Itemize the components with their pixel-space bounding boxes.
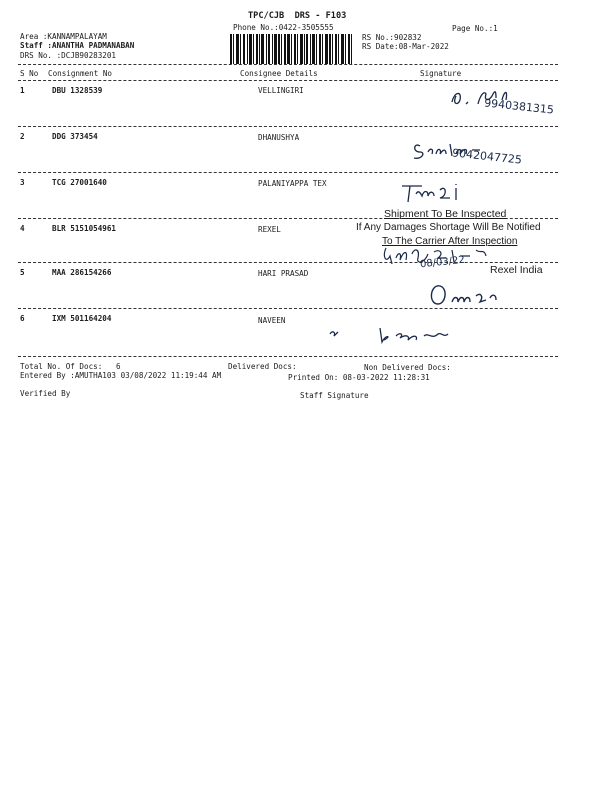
row-4-consignment: BLR 5151054961 xyxy=(52,224,117,233)
col-consignment: Consignment No xyxy=(48,69,113,78)
row-2-sno: 2 xyxy=(20,132,25,141)
staff-field: Staff :ANANTHA PADMANABAN xyxy=(20,41,135,50)
rs-date: RS Date:08-Mar-2022 xyxy=(362,42,449,51)
rs-number: RS No.:902832 xyxy=(362,33,422,42)
row-3-consignee: PALANIYAPPA TEX xyxy=(258,179,327,188)
row-6-sno: 6 xyxy=(20,314,25,323)
delivered-docs: Delivered Docs: xyxy=(228,362,297,371)
document-title: TPC/CJB DRS - F103 xyxy=(248,11,347,21)
header-rule-top xyxy=(18,64,558,65)
total-docs: Total No. Of Docs: 6 xyxy=(20,362,121,371)
row-2-consignment: DDG 373454 xyxy=(52,132,98,141)
page-number: Page No.:1 xyxy=(452,24,498,33)
row-5-rule xyxy=(18,308,558,309)
row-1-consignee: VELLINGIRI xyxy=(258,86,304,95)
row-2-rule xyxy=(18,172,558,173)
entered-by: Entered By :AMUTHA103 03/08/2022 11:19:44 AM xyxy=(20,371,222,380)
stamp-line-1: Shipment To Be Inspected xyxy=(384,208,507,220)
row-3-sno: 3 xyxy=(20,178,25,187)
stamp-company: Rexel India xyxy=(490,264,543,276)
row-1-consignment: DBU 1328539 xyxy=(52,86,103,95)
table-end-rule xyxy=(18,356,558,357)
col-signature: Signature xyxy=(420,69,462,78)
row-4-sno: 4 xyxy=(20,224,25,233)
row-3-signature xyxy=(398,180,468,206)
row-5-sno: 5 xyxy=(20,268,25,277)
stamp-date: 08/03/22 xyxy=(419,254,466,271)
row-5-consignee: HARI PRASAD xyxy=(258,269,309,278)
col-sno: S No xyxy=(20,69,39,78)
row-5-consignment: MAA 286154266 xyxy=(52,268,112,277)
verified-by: Verified By xyxy=(20,389,71,398)
row-3-consignment: TCG 27001640 xyxy=(52,178,107,187)
non-delivered-docs: Non Delivered Docs: xyxy=(364,363,451,372)
row-5-signature xyxy=(426,280,506,310)
barcode-image xyxy=(230,34,352,64)
row-1-sno: 1 xyxy=(20,86,25,95)
stamp-line-3: To The Carrier After Inspection xyxy=(382,236,518,247)
row-4-consignee: REXEL xyxy=(258,225,281,234)
stamp-line-2: If Any Damages Shortage Will Be Notified xyxy=(356,222,541,233)
drs-number: DRS No. :DCJB90283201 xyxy=(20,51,117,60)
phone-number: Phone No.:0422-3505555 xyxy=(233,23,334,32)
row-6-consignee: NAVEEN xyxy=(258,316,286,325)
row-1-handwritten-phone: 9940381315 xyxy=(483,96,555,117)
header-rule-bottom xyxy=(18,80,558,81)
row-6-signature xyxy=(326,322,476,346)
row-6-consignment: IXM 501164204 xyxy=(52,314,112,323)
col-consignee: Consignee Details xyxy=(240,69,318,78)
row-1-rule xyxy=(18,126,558,127)
row-2-handwritten-phone: 9042047725 xyxy=(451,146,523,167)
row-2-consignee: DHANUSHYA xyxy=(258,133,300,142)
area-field: Area :KANNAMPALAYAM xyxy=(20,32,107,41)
staff-signature: Staff Signature xyxy=(300,391,369,400)
printed-on: Printed On: 08-03-2022 11:28:31 xyxy=(288,373,430,382)
